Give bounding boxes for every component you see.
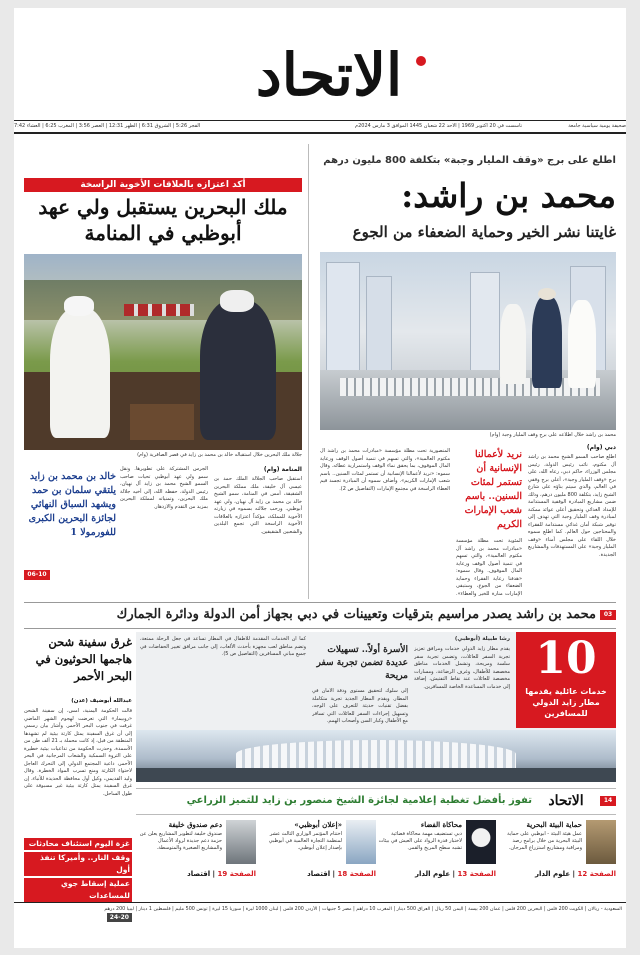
teaser-khalifa-fund[interactable]: [136, 820, 256, 892]
teaser-khalifa-title: دعم صندوق خليفة: [168, 820, 222, 829]
lead-photo-caption: محمد بن راشد خلال اطلاعه على برج وقف المليار وجبة (وام): [489, 432, 616, 438]
houthi-body: قالت الحكومة اليمنية، أمس، إن سفينة الشحن «روبيمار» التي تعرضت لهجوم الشهر الماضي غرقت في جنوب البحر الأحمر. وأشار بيان رسمي إلى أن غرق السفينة يمثل كارثة بيئية لم تشهدها المنطقة من قبل، إذ كانت محملة بـ 21 ألف طن من الأسمدة. وحذرت الحكومة من تداعيات بيئية خطيرة على الثروة السمكية والشعاب المرجانية في البحر الأحمر، داعية المجتمع الدولي إلى التحرك العاجل لاحتواء الكارثة ومنع تسرب المواد الخطرة. وقال وليد القديمي، وكيل أول محافظة الحديدة للأنباء، إن غرق السفينة يمثل كارثة بيئية غير مسبوقة على طول الساحل.: [24, 708, 132, 797]
teaser-marine[interactable]: [498, 820, 616, 892]
teaser-space-page: الصفحة 13 | علوم الدار: [415, 870, 496, 878]
lead-quote: نريد لأعمالنا الإنسانية أن تستمر لمئات السنين.. باسم شعب الإمارات الكريم: [464, 449, 522, 530]
airport-body-col1: يقدم مطار زايد الدولي خدمات ومرافق تعزيز تجربة السفر للعائلات، وتضمن تجربة سفر سلسة ومريحة، وتشمل الخدمات مناطق مخصصة للأطفال، وغرف الرضاعة، ومسارات مخصصة للعائلات عند نقاط التفتيش، إضافة إلى خدمات المساعدة الخاصة للمسافرين.: [414, 646, 510, 690]
lead-kicker: اطلع على برج «وقف المليار وجبة» بتكلفة 800 مليون درهم: [323, 155, 616, 166]
houthi-title: غرق سفينة شحن هاجمها الحوثيون في البحر الأحمر: [35, 635, 132, 683]
gaza-line-2: وقف النار.. وأميركا تنفذ أول: [24, 852, 132, 876]
teaser-space-body: دبي تستضيف مهمة محاكاة فضائية لاختبار قدرة الرواد على العيش في بيئات تشبه سطح المريخ والقمر.: [378, 831, 462, 851]
teaser-khalifa-section: اقتصاد: [187, 870, 211, 878]
bahrain-body-col1: استقبل صاحب الجلالة الملك حمد بن عيسى آل خليفة، ملك مملكة البحرين الشقيقة، أمس في المنامة، سمو الشيخ خالد بن محمد بن زايد آل نهيان، ولي عهد أبوظبي. ورحب جلالته بسموه في زيارته الأخوية للمملكة، مؤكداً اعتزازه بالعلاقات الأخوية الراسخة التي تجمع البلدين والشعبين الشقيقين.: [214, 476, 302, 535]
gaza-line-3: عملية إسقاط جوي للمساعدات: [24, 878, 132, 902]
bahrain-banner: أكد اعتزازه بالعلاقات الأخوية الراسخة: [24, 178, 302, 192]
teaser-declaration-thumb: [346, 820, 376, 864]
teaser-declaration-body: اختتام المؤتمر الوزاري الثالث عشر لمنظمة التجارة العالمية في أبوظبي بإصدار إعلان أبوظبي.: [268, 831, 342, 851]
teaser-space[interactable]: [378, 820, 496, 892]
teaser-space-thumb: [466, 820, 496, 864]
newspaper-front-page: [14, 8, 626, 948]
airport-red-title: خدمات عائلية يقدمها مطار زايد الدولي للمسافرين: [525, 687, 607, 718]
airport-body-col3: كما أن الخدمات المقدمة للأطفال في المطار تساعد في جعل الرحلة ممتعة، وتضم مناطق لعب مجهزة بأحدث الألعاب، إلى جانب مرافق تغيير الحفاضات في جميع مباني المسافرين (التفاصيل ص 5).: [140, 636, 306, 657]
teaser-khalifa-page: الصفحة 19 | اقتصاد: [187, 870, 256, 878]
teaser-space-page-num: الصفحة 13: [457, 870, 496, 878]
gaza-page-ref: 24-20: [107, 913, 132, 922]
airport-title: الأسرة أولاً.. تسهيلات عديدة تضمن تجربة سفر مريحة: [316, 645, 408, 681]
customs-page-ref: 03: [600, 610, 616, 620]
issue-descriptor: صحيفة يومية سياسية جامعة: [568, 123, 626, 129]
airport-feature: [136, 632, 616, 782]
lead-subtitle: غايتنا نشر الخير وحماية الضعفاء من الجوع: [352, 223, 616, 241]
teaser-khalifa-body: صندوق خليفة لتطوير المشاريع يعلن عن حزمة دعم جديدة لرواد الأعمال والمشاريع الصغيرة والمتوسطة.: [139, 831, 222, 851]
teaser-marine-body: عمل هيئة البيئة - أبوظبي على حماية البيئة البحرية من خلال برامج رصد ومراقبة ومشاريع استزراع المرجان.: [507, 831, 582, 851]
dateline: تأسست في 20 أكتوبر 1969 | الأحد 22 شعبان 1445 الموافق 3 مارس 2024م: [355, 123, 522, 129]
footer-prices: السعودية - ريالان | الكويت 200 فلس | البحرين 200 فلس | عمان 200 بيسة | اليمن 50 ريال | العراق 500 دينار | المغرب 10 دراهم | مصر 5 جنيهات | الأردن 200 فلس | لبنان 1000 ليرة | سوريا 15 ليرة | تونس 500 مليم | فلسطين 1 دينار | ليبيا 200 درهم: [104, 907, 622, 912]
teaser-marine-page: الصفحة 12 | علوم الدار: [535, 870, 616, 878]
teaser-declaration[interactable]: [258, 820, 376, 892]
lead-body-col1: اطلع صاحب السمو الشيخ محمد بن راشد آل مكتوم، نائب رئيس الدولة، رئيس مجلس الوزراء، حاكم دبي، رعاه الله، على برج «وقف المليار وجبة»، أعلى برج وقفي في العالم، والذي سيتم بناؤه على شارع الشيخ زايد، بتكلفة 800 مليون درهم، وذلك ضمن مشاريع المبادرة الوقفية المستدامة للإمداد الغذائي وتحقيق أعلى عوائد ممكنة لمبادرة وقف المليار وجبة التي تهدف إلى توفير شبكة أمان غذائي مستدامة للفقراء والمحتاجين حول العالم. كما اطلع سموه خلال اللقاء على مجلس أمناء «وقف المليار وجبة» على المستهدفات والمشاريع الجديدة.: [528, 454, 616, 558]
award-text: تفوز بأفضل تغطية إعلامية لجائزة الشيخ منصور بن زايد للتميز الزراعي: [186, 795, 532, 806]
lead-body-col3: المنصورية تحت مظلة مؤسسة «مبادرات محمد بن راشد آل مكتوم العالمية»، والتي تسهم في تنمية أصول الوقف ورعاية المال الموقوف، بما يحقق نماء الوقف واستمرارية عطائه. وقال سموه: «نريد لأعمالنا الإنسانية أن تستمر لمئات السنين.. باسم شعب الإمارات الكريم». وأضاف سموه أن المبادرة تجسد قيم العطاء الراسخة في مجتمع الإمارات (التفاصيل ص 2).: [320, 448, 450, 492]
teaser-marine-thumb: [586, 820, 616, 864]
bahrain-body-col2: الجرس المشتركة على تطويرها. ونقل سمو ولي عهد أبوظبي تحيات صاحب السمو الشيخ محمد بن زايد آل نهيان، رئيس الدولة، حفظه الله، إلى أخيه جلالة ملك البحرين، وتمنياته لمملكة البحرين بمزيد من التقدم والازدهار.: [120, 466, 208, 510]
teaser-space-section: علوم الدار: [415, 870, 451, 878]
airport-kicker: رشا طبيلة (أبوظبي): [454, 636, 510, 642]
masthead-logo: الاتحاد: [255, 41, 403, 109]
teasers-row: [136, 820, 616, 892]
houthi-dateline: عبدالله أبوضيف (عدن): [71, 698, 132, 704]
prayer-times: الفجر 5:26 | الشروق 6:31 | الظهر 12:31 | العصر 3:56 | المغرب 6:25 | العشاء 7:42: [14, 123, 201, 129]
teaser-declaration-page: الصفحة 18 | اقتصاد: [307, 870, 376, 878]
lead-title: محمد بن راشد:: [401, 176, 616, 215]
teaser-declaration-title: «إعلان أبوظبي»: [294, 820, 342, 829]
airport-red-box: [516, 632, 616, 728]
airport-body-col2: إلى سلوك لتحقيق مستوى ودقة الأمان في المطار. ويقدم المطار الجديد تجربة متكاملة بفضل تقنيات حديثة للتعرف على الوجه، وتسهيل إجراءات السفر للعائلات التي تسافر مع الأطفال وكبار السن وأصحاب الهمم.: [312, 688, 408, 724]
airport-big-number: 10: [535, 633, 597, 684]
airport-photo: [136, 730, 616, 782]
lead-dateline: دبي (وام): [586, 444, 616, 451]
teaser-khalifa-page-num: الصفحة 19: [217, 870, 256, 878]
bahrain-title: ملك البحرين يستقبل ولي عهد أبوظبي في المنامة: [38, 195, 288, 245]
teaser-khalifa-thumb: [226, 820, 256, 864]
f1-title: خالد بن محمد بن زايد يلتقي سلمان بن حمد ويشهد السباق النهائي لجائزة البحرين الكبرى للفورمولا 1: [28, 471, 116, 538]
gaza-box: [24, 838, 132, 921]
customs-headline: محمد بن راشد يصدر مراسيم بترقيات وتعيينات في دبي بجهاز أمن الدولة ودائرة الجمارك: [116, 607, 596, 622]
lead-photo: [320, 252, 616, 430]
award-page-ref: 14: [600, 796, 616, 806]
lead-body-col2: المئوية تحت مظلة مؤسسة «مبادرات محمد بن راشد آل مكتوم العالمية»، والتي تسهم في تنمية أصول الوقف ورعاية المال الموقوف. وقال سموه: «هدفنا رعاية الفقراء وحماية الضعفاء من الجوع، وستبقى الإمارات منارة للخير والعطاء».: [456, 538, 522, 597]
teaser-declaration-section: اقتصاد: [307, 870, 331, 878]
bahrain-dateline: المنامة (وام): [263, 466, 302, 473]
logo-dot: [416, 56, 426, 66]
gaza-line-1: غزة اليوم استئناف محادثات: [24, 838, 132, 850]
award-logo: الاتحاد: [548, 793, 584, 809]
teaser-declaration-page-num: الصفحة 18: [337, 870, 376, 878]
f1-page-ref: 06-10: [24, 570, 50, 580]
teaser-marine-title: حماية البيئة البحرية: [526, 820, 582, 829]
bahrain-photo: [24, 254, 302, 450]
teaser-marine-section: علوم الدار: [535, 870, 571, 878]
teaser-marine-page-num: الصفحة 12: [577, 870, 616, 878]
teaser-space-title: محاكاة الفضاء: [420, 820, 462, 829]
bahrain-photo-caption: جلالة ملك البحرين خلال استقباله خالد بن محمد بن زايد في قصر الصافرية (وام): [137, 452, 302, 458]
